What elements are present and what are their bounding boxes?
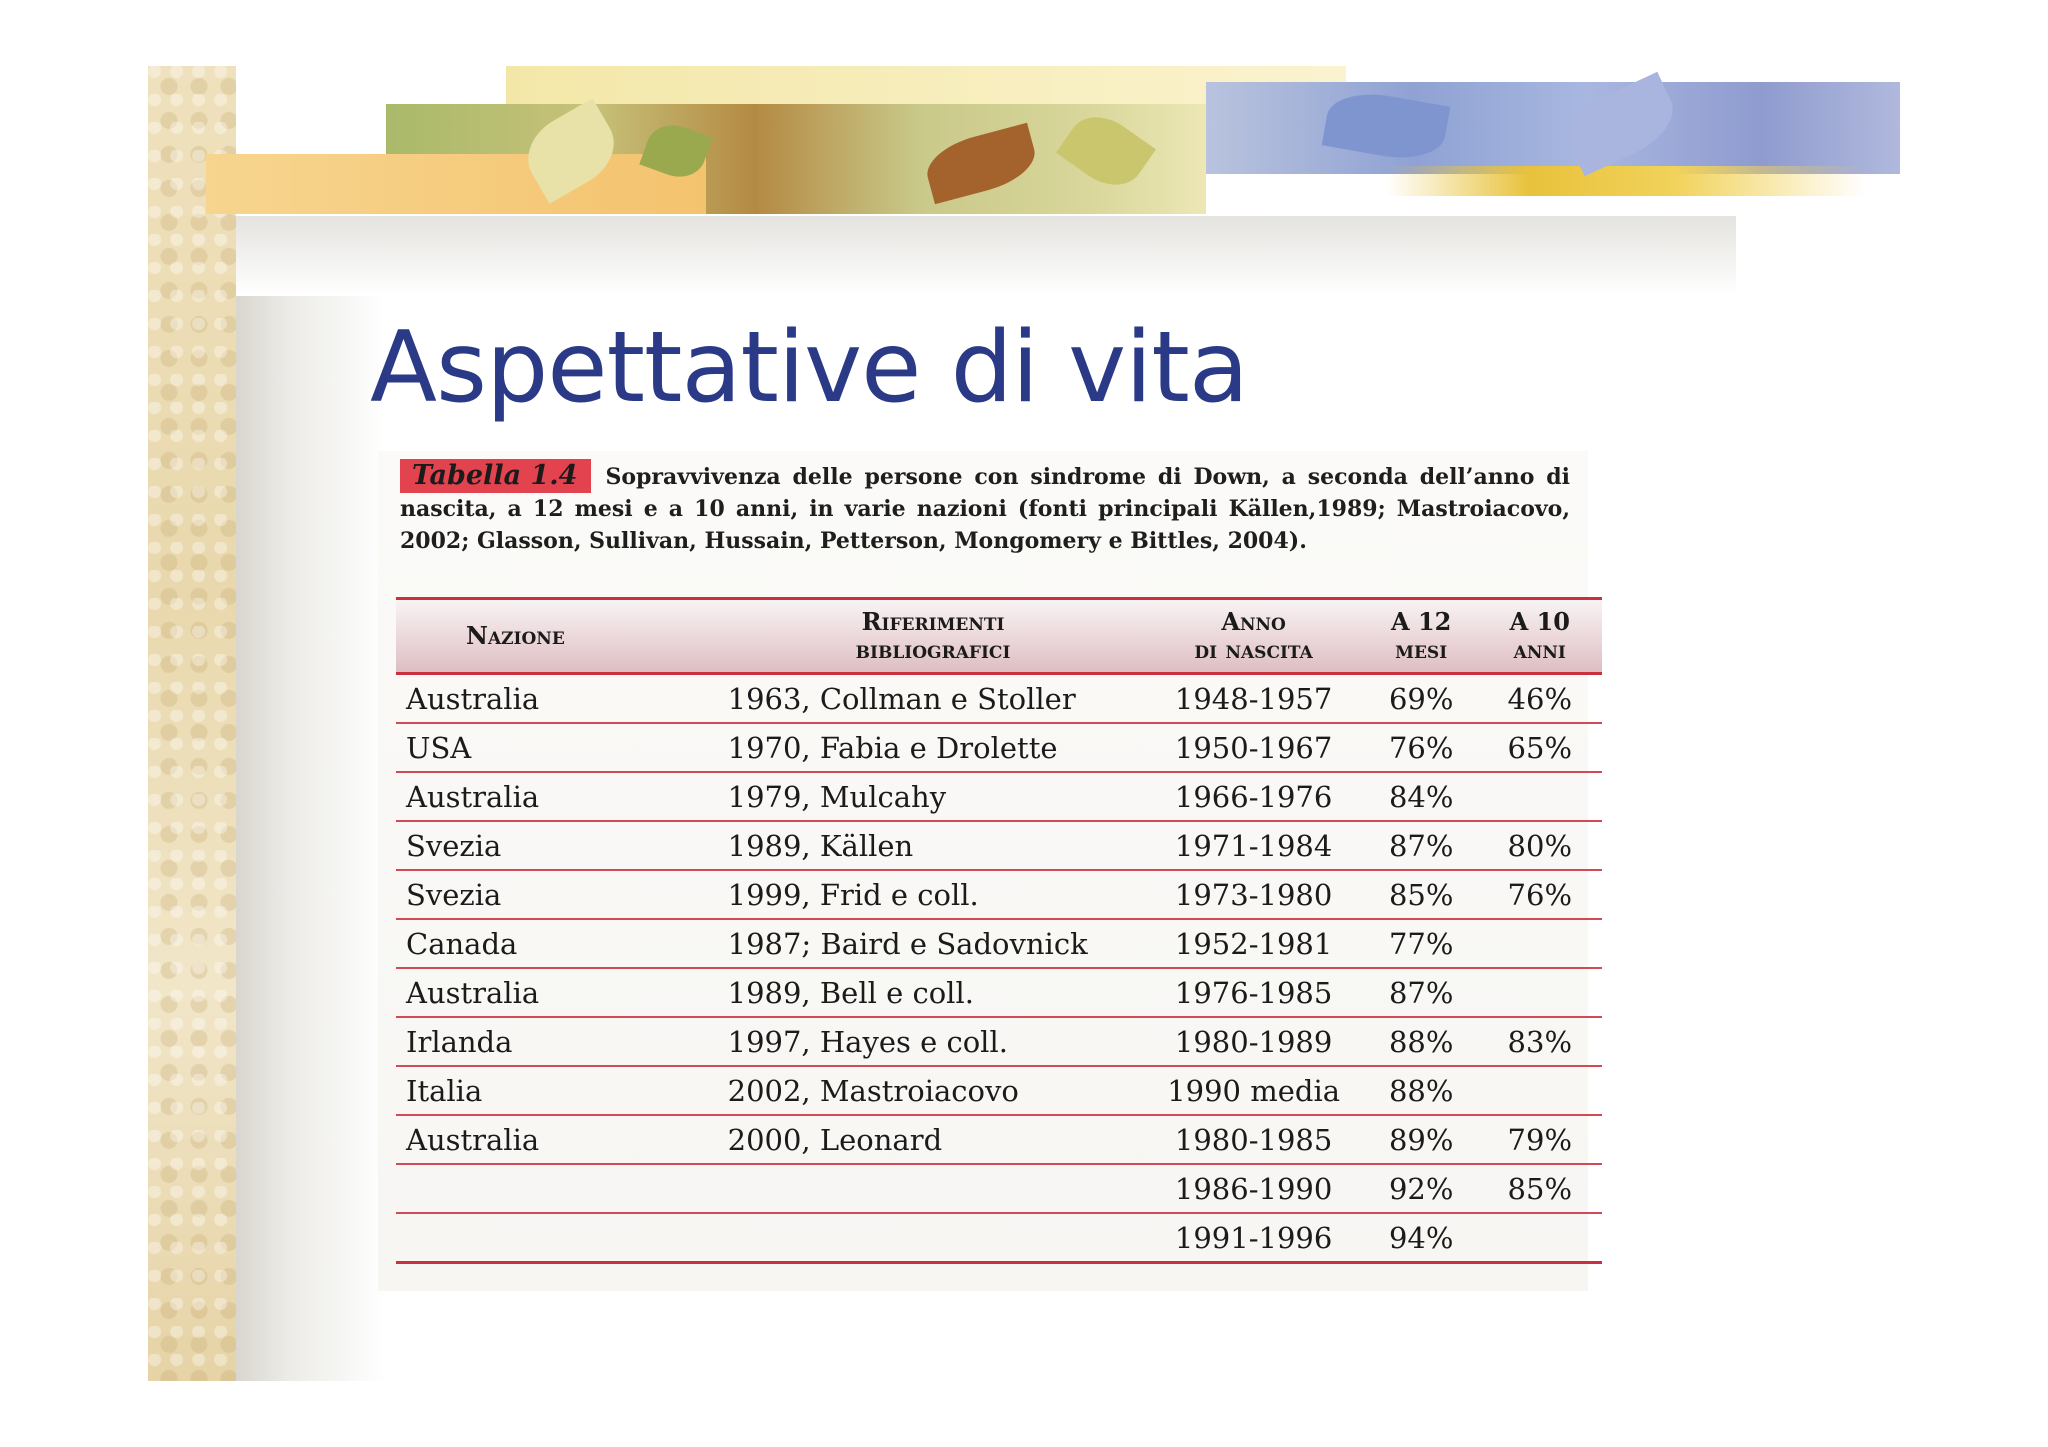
cell-riferimento: 1963, Collman e Stoller bbox=[708, 674, 1143, 724]
header-10-anni: A 10 anni bbox=[1478, 599, 1602, 674]
survival-table bbox=[396, 597, 1602, 1264]
cell-10-anni bbox=[1478, 1066, 1602, 1115]
cell-10-anni: 76% bbox=[1478, 870, 1602, 919]
cell-anno: 1952-1981 bbox=[1142, 919, 1364, 968]
table-row bbox=[396, 723, 1602, 772]
cell-10-anni: 85% bbox=[1478, 1164, 1602, 1213]
cell-nazione: Australia bbox=[396, 772, 708, 821]
cell-10-anni: 65% bbox=[1478, 723, 1602, 772]
cell-12-mesi: 69% bbox=[1365, 674, 1478, 724]
decorative-shadow-top bbox=[236, 216, 1736, 296]
cell-anno: 1966-1976 bbox=[1142, 772, 1364, 821]
cell-12-mesi: 88% bbox=[1365, 1017, 1478, 1066]
cell-riferimento: 1970, Fabia e Drolette bbox=[708, 723, 1143, 772]
cell-nazione: Canada bbox=[396, 919, 708, 968]
decorative-left-strip bbox=[148, 66, 236, 1381]
header-nazione: Nazione bbox=[396, 599, 708, 674]
table-row bbox=[396, 1066, 1602, 1115]
cell-nazione: Australia bbox=[396, 968, 708, 1017]
table-row bbox=[396, 870, 1602, 919]
cell-10-anni bbox=[1478, 772, 1602, 821]
cell-nazione: Svezia bbox=[396, 821, 708, 870]
cell-10-anni: 79% bbox=[1478, 1115, 1602, 1164]
cell-riferimento: 1999, Frid e coll. bbox=[708, 870, 1143, 919]
cell-12-mesi: 77% bbox=[1365, 919, 1478, 968]
cell-12-mesi: 87% bbox=[1365, 821, 1478, 870]
table-header-row bbox=[396, 599, 1602, 674]
header-anno: Anno di nascita bbox=[1142, 599, 1364, 674]
cell-riferimento: 1989, Källen bbox=[708, 821, 1143, 870]
cell-anno: 1991-1996 bbox=[1142, 1213, 1364, 1263]
cell-anno: 1948-1957 bbox=[1142, 674, 1364, 724]
cell-10-anni: 83% bbox=[1478, 1017, 1602, 1066]
cell-anno: 1950-1967 bbox=[1142, 723, 1364, 772]
cell-nazione: Australia bbox=[396, 674, 708, 724]
cell-riferimento bbox=[708, 1213, 1143, 1263]
table-row bbox=[396, 772, 1602, 821]
cell-10-anni: 46% bbox=[1478, 674, 1602, 724]
cell-12-mesi: 88% bbox=[1365, 1066, 1478, 1115]
cell-nazione bbox=[396, 1213, 708, 1263]
cell-riferimento: 1979, Mulcahy bbox=[708, 772, 1143, 821]
table-row bbox=[396, 919, 1602, 968]
slide bbox=[148, 66, 1900, 1381]
cell-nazione: Irlanda bbox=[396, 1017, 708, 1066]
decorative-shadow bbox=[236, 216, 386, 1381]
cell-anno: 1986-1990 bbox=[1142, 1164, 1364, 1213]
table-row bbox=[396, 1213, 1602, 1263]
cell-nazione: Italia bbox=[396, 1066, 708, 1115]
cell-10-anni bbox=[1478, 968, 1602, 1017]
cell-12-mesi: 94% bbox=[1365, 1213, 1478, 1263]
cell-riferimento bbox=[708, 1164, 1143, 1213]
table-caption bbox=[400, 459, 1570, 557]
cell-12-mesi: 84% bbox=[1365, 772, 1478, 821]
table-row bbox=[396, 674, 1602, 724]
cell-anno: 1971-1984 bbox=[1142, 821, 1364, 870]
cell-12-mesi: 89% bbox=[1365, 1115, 1478, 1164]
cell-12-mesi: 76% bbox=[1365, 723, 1478, 772]
cell-12-mesi: 92% bbox=[1365, 1164, 1478, 1213]
cell-anno: 1980-1985 bbox=[1142, 1115, 1364, 1164]
cell-anno: 1976-1985 bbox=[1142, 968, 1364, 1017]
cell-10-anni: 80% bbox=[1478, 821, 1602, 870]
table-row bbox=[396, 1115, 1602, 1164]
header-riferimenti: Riferimenti bibliografici bbox=[708, 599, 1143, 674]
cell-12-mesi: 87% bbox=[1365, 968, 1478, 1017]
cell-anno: 1980-1989 bbox=[1142, 1017, 1364, 1066]
cell-nazione: Australia bbox=[396, 1115, 708, 1164]
cell-anno: 1990 media bbox=[1142, 1066, 1364, 1115]
cell-riferimento: 2000, Leonard bbox=[708, 1115, 1143, 1164]
table-row bbox=[396, 821, 1602, 870]
cell-12-mesi: 85% bbox=[1365, 870, 1478, 919]
cell-riferimento: 1989, Bell e coll. bbox=[708, 968, 1143, 1017]
cell-nazione: USA bbox=[396, 723, 708, 772]
header-12-mesi: A 12 mesi bbox=[1365, 599, 1478, 674]
cell-riferimento: 1987; Baird e Sadovnick bbox=[708, 919, 1143, 968]
table-row bbox=[396, 968, 1602, 1017]
cell-anno: 1973-1980 bbox=[1142, 870, 1364, 919]
table-scan bbox=[378, 451, 1588, 1291]
table-row bbox=[396, 1017, 1602, 1066]
cell-nazione bbox=[396, 1164, 708, 1213]
table-row bbox=[396, 1164, 1602, 1213]
decorative-banner bbox=[206, 66, 1900, 214]
cell-nazione: Svezia bbox=[396, 870, 708, 919]
cell-10-anni bbox=[1478, 919, 1602, 968]
cell-10-anni bbox=[1478, 1213, 1602, 1263]
caption-text: Sopravvivenza delle persone con sindrome di Down, a seconda dell’anno di nascita, a 12 mesi e a 10 anni, in varie nazioni (fonti principali Källen,1989; Mastroiacovo, 2002; Glasson, Sullivan, Hussain, Petterson, Mongomery e Bittles, 2004). bbox=[400, 464, 1570, 554]
table-tag: Tabella 1.4 bbox=[400, 459, 591, 493]
cell-riferimento: 2002, Mastroiacovo bbox=[708, 1066, 1143, 1115]
cell-riferimento: 1997, Hayes e coll. bbox=[708, 1017, 1143, 1066]
page-title: Aspettative di vita bbox=[370, 311, 1248, 425]
